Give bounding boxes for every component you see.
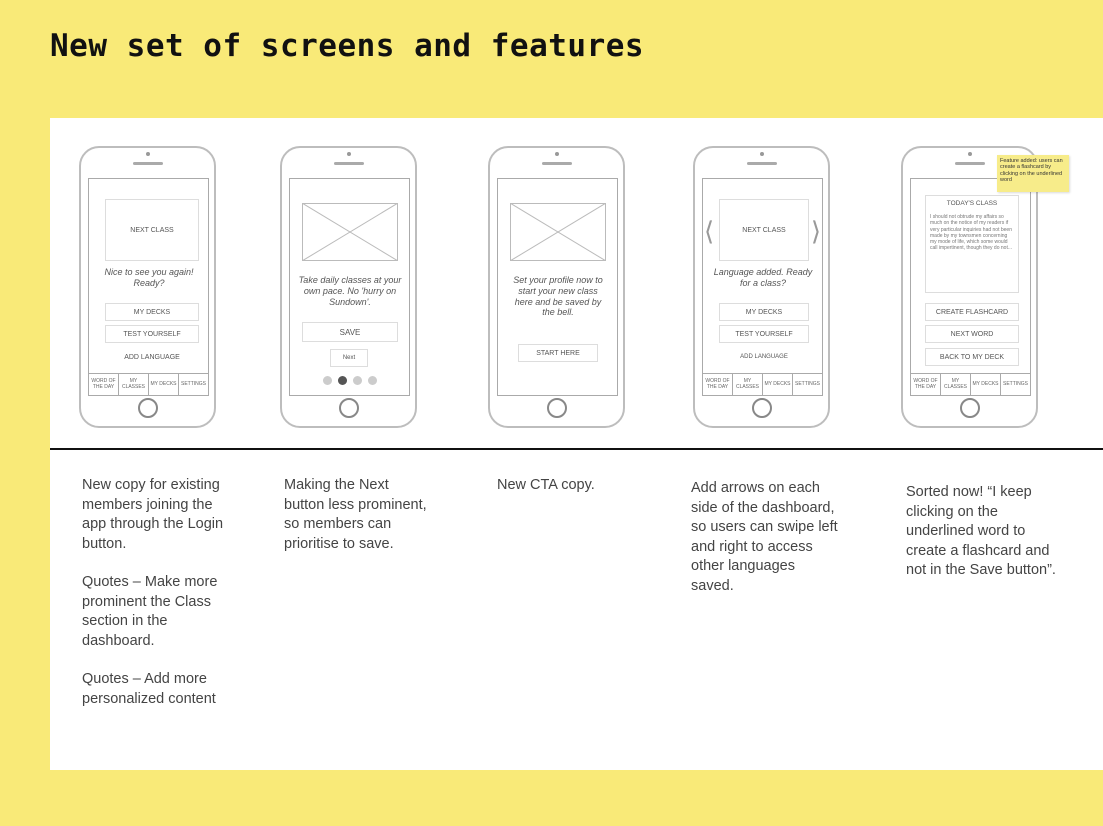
test-yourself-label: TEST YOURSELF	[123, 330, 181, 338]
note-todays-class: Sorted now! “I keep clicking on the underlined word to create a flashcard and not in the Save button”.	[906, 484, 1056, 578]
save-label: SAVE	[339, 327, 361, 337]
pagination-dot-active[interactable]	[338, 376, 347, 385]
phone-camera	[146, 152, 150, 156]
tab-bar	[89, 373, 208, 395]
tab-settings[interactable]: SETTINGS	[794, 380, 820, 387]
phone-earpiece	[334, 162, 364, 165]
home-button	[547, 398, 567, 418]
image-placeholder	[510, 203, 606, 261]
home-button	[138, 398, 158, 418]
back-to-deck-button[interactable]	[925, 348, 1019, 366]
create-flashcard-label: CREATE FLASHCARD	[935, 308, 1009, 316]
chevron-left-icon[interactable]: ⟨	[704, 217, 715, 247]
tab-word-of-the-day[interactable]: WORD OF THE DAY	[911, 374, 941, 395]
phone-screen	[910, 178, 1031, 396]
test-yourself-button[interactable]	[719, 325, 809, 343]
tab-my-classes[interactable]: MY CLASSES	[119, 374, 149, 395]
class-content-card	[925, 195, 1019, 293]
note-paragraph: Quotes – Add more personalized content	[82, 671, 216, 707]
back-to-deck-label: BACK TO MY DECK	[939, 353, 1005, 361]
phone-profile-setup	[488, 146, 625, 428]
tab-my-decks[interactable]: MY DECKS	[971, 374, 1001, 395]
phone-earpiece	[542, 162, 572, 165]
phone-dashboard	[79, 146, 216, 428]
pagination-dots	[320, 376, 380, 385]
tab-bar	[703, 373, 822, 395]
add-language-link[interactable]: ADD LANGUAGE	[124, 354, 180, 361]
phone-camera	[968, 152, 972, 156]
welcome-quote: Nice to see you again! Ready?	[104, 267, 194, 288]
home-button	[960, 398, 980, 418]
add-language-link[interactable]: ADD LANGUAGE	[740, 354, 788, 360]
my-decks-button[interactable]	[719, 303, 809, 321]
note-paragraph: New copy for existing members joining the app through the Login button.	[82, 477, 224, 552]
note-paragraph: Quotes – Make more prominent the Class section in the dashboard.	[82, 574, 218, 649]
tab-bar	[911, 373, 1030, 395]
my-decks-label: MY DECKS	[133, 308, 171, 316]
wireframe-board	[50, 118, 1103, 770]
note-dashboard	[82, 476, 227, 728]
home-button	[752, 398, 772, 418]
profile-quote: Set your profile now to start your new class here and be saved by the bell.	[513, 275, 603, 318]
tab-my-decks[interactable]: MY DECKS	[149, 374, 179, 395]
start-here-button[interactable]	[518, 344, 598, 362]
tab-my-classes[interactable]: MY CLASSES	[733, 374, 763, 395]
next-class-label: NEXT CLASS	[130, 226, 174, 234]
class-paragraph[interactable]: I should not obtrude my affairs so much on the notice of my readers if very particular inquiries had not been made by my townsmen concerning my mode of life, which some would call impertinent, though they do not...	[930, 214, 1012, 252]
phone-screen	[289, 178, 410, 396]
next-word-button[interactable]	[925, 325, 1019, 343]
tab-my-decks[interactable]: MY DECKS	[763, 374, 793, 395]
phone-camera	[760, 152, 764, 156]
note-onboarding: Making the Next button less prominent, so members can prioritise to save.	[284, 477, 427, 552]
onboarding-quote: Take daily classes at your own pace. No 'hurry on Sundown'.	[298, 275, 402, 307]
phone-screen	[88, 178, 209, 396]
phone-screen	[702, 178, 823, 396]
tab-word-of-the-day[interactable]: WORD OF THE DAY	[703, 374, 733, 395]
chevron-right-icon[interactable]: ⟩	[810, 217, 821, 247]
next-class-label: NEXT CLASS	[742, 226, 786, 234]
tab-my-classes[interactable]: MY CLASSES	[941, 374, 971, 395]
tab-word-of-the-day[interactable]: WORD OF THE DAY	[89, 374, 119, 395]
phone-dashboard-arrows	[693, 146, 830, 428]
note-profile-setup: New CTA copy.	[497, 477, 595, 493]
phone-camera	[555, 152, 559, 156]
image-placeholder	[302, 203, 398, 261]
language-added-quote: Language added. Ready for a class?	[713, 267, 813, 288]
test-yourself-button[interactable]	[105, 325, 199, 343]
phone-earpiece	[133, 162, 163, 165]
next-word-label: NEXT WORD	[950, 330, 994, 338]
next-class-card[interactable]	[105, 199, 199, 261]
next-class-card[interactable]	[719, 199, 809, 261]
start-here-label: START HERE	[536, 349, 580, 357]
save-button[interactable]	[302, 322, 398, 342]
phone-earpiece	[747, 162, 777, 165]
note-dashboard-arrows: Add arrows on each side of the dashboard, so users can swipe left and right to access other languages saved.	[691, 480, 838, 594]
next-label: Next	[342, 355, 356, 361]
next-button[interactable]	[330, 349, 368, 367]
todays-class-title: TODAY'S CLASS	[946, 200, 998, 207]
tab-settings[interactable]: SETTINGS	[1002, 380, 1028, 387]
sticky-note: Feature added: users can create a flashcard by clicking on the underlined word	[997, 155, 1069, 192]
phone-onboarding	[280, 146, 417, 428]
pagination-dot[interactable]	[323, 376, 332, 385]
home-button	[339, 398, 359, 418]
my-decks-button[interactable]	[105, 303, 199, 321]
tab-settings[interactable]: SETTINGS	[180, 380, 206, 387]
phone-screen	[497, 178, 618, 396]
phone-earpiece	[955, 162, 985, 165]
pagination-dot[interactable]	[353, 376, 362, 385]
divider-line	[50, 448, 1103, 450]
pagination-dot[interactable]	[368, 376, 377, 385]
page-title: New set of screens and features	[50, 28, 645, 64]
create-flashcard-button[interactable]	[925, 303, 1019, 321]
my-decks-label: MY DECKS	[745, 308, 783, 316]
test-yourself-label: TEST YOURSELF	[735, 330, 793, 338]
phone-camera	[347, 152, 351, 156]
